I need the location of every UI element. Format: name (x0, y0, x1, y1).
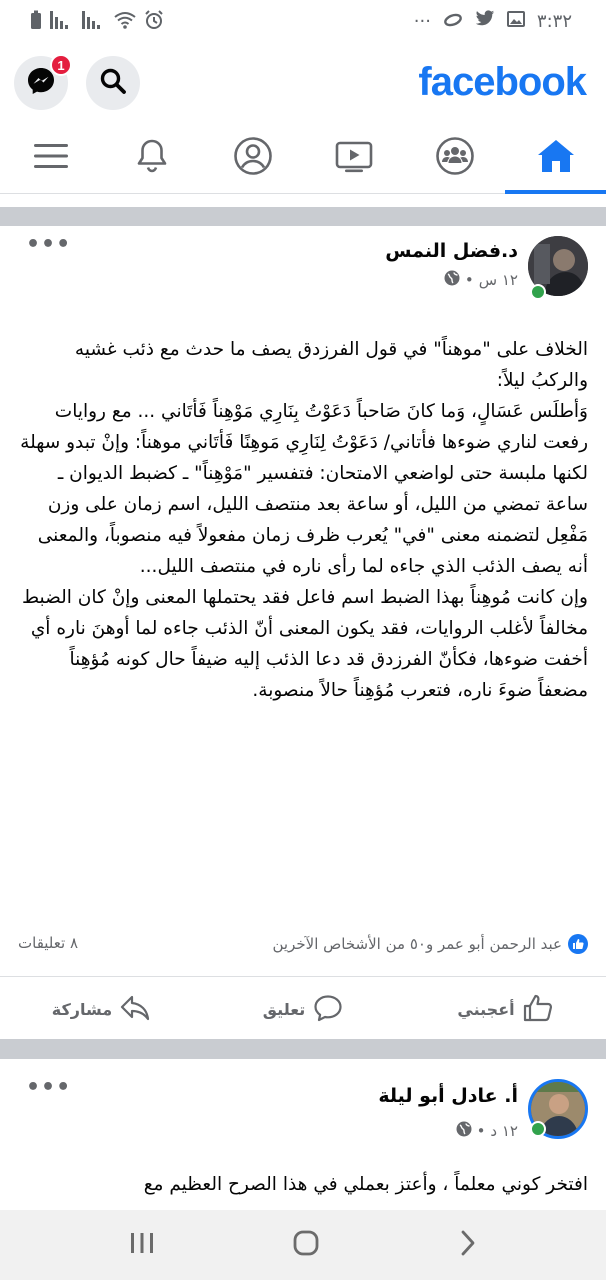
recent-apps-icon[interactable] (129, 1231, 155, 1259)
profile-icon (233, 136, 273, 180)
tab-profile[interactable] (202, 122, 303, 193)
bell-icon (135, 138, 169, 178)
thumbs-up-icon (523, 994, 553, 1026)
globe-icon (444, 270, 460, 290)
more-options-button[interactable]: ••• (26, 1075, 72, 1100)
more-options-button[interactable]: ••• (26, 232, 72, 257)
share-button[interactable] (0, 977, 202, 1042)
post-header (0, 226, 606, 306)
post-paragraph: رفعت لناري ضوءها فأتاني/ دَعَوْتُ لِنَارِي مَوهِنًا فَأتَاني موهناً: وإنْ تبدو سهلة لكنها ملبسة حتى لواضعي الامتحان: فتفسير "مَوْهِناً" ـ كضبط الديوان ـ ساعة تمضي من الليل، أو ساعة بعد منتصف الليل، اسم زمان على وزن مَفْعِل لتضمنه معنى "في" يُعرب ظرف زمان مفعولاً فيه منصوباً، والمعنى أنه يصف الذئب الذي جاءه لما رأى ناره في منتصف الليل... (20, 432, 588, 577)
feed-divider (0, 1039, 606, 1059)
signal-icon-2 (82, 11, 106, 33)
online-indicator (530, 1121, 546, 1137)
link-icon (443, 11, 463, 32)
main-nav (0, 122, 606, 194)
share-icon (120, 994, 150, 1026)
status-icons (30, 10, 164, 34)
reactions-summary[interactable] (273, 934, 588, 954)
post-paragraph: وإن كانت مُوهِناً بهذا الضبط اسم فاعل فقد يحتملها المعنى وإنْ كان الضبط مخالفاً لأغلب الروايات، فقد يكون المعنى أنّ الذئب جاءه لما أوهنَ ناره أي أخفت ضوءها، فكأنّ الفرزدق قد دعا الذئب إليه ضيفاً حال كونه مُؤهِناً مضعفاً ضوءَ ناره، فتعرب مُؤهِناً حالاً منصوبة. (21, 587, 588, 701)
like-label: أعجبني (457, 1000, 515, 1019)
reactions-text: عبد الرحمن أبو عمر و٥٠ من الأشخاص الآخرين (272, 935, 562, 953)
app-header (0, 44, 606, 122)
menu-icon (34, 142, 68, 174)
like-button[interactable] (404, 977, 606, 1042)
author-name[interactable]: أ. عادل أبو ليلة (378, 1085, 518, 1107)
comment-icon (313, 994, 343, 1026)
battery-icon (30, 10, 42, 34)
signal-icon-1 (50, 11, 74, 33)
alarm-icon (144, 10, 164, 34)
messenger-badge: 1 (50, 54, 72, 76)
post-paragraph: افتخر كوني معلماً ، وأعتز بعملي في هذا الصرح العظيم مع (143, 1174, 588, 1195)
home-icon (536, 138, 576, 178)
status-time: ٣:٣٢ (536, 10, 572, 32)
feed-divider (0, 207, 606, 226)
system-nav-bar (0, 1210, 606, 1280)
post-paragraph: الخلاف على "موهناً" في قول الفرزدق يصف ما حدث مع ذئب غشيه والركبُ ليلاً: (74, 339, 588, 391)
meta-separator: • (476, 1122, 486, 1140)
comment-label: تعليق (262, 1000, 306, 1019)
search-icon (99, 67, 127, 99)
comment-button[interactable] (202, 977, 404, 1042)
status-right (414, 10, 572, 32)
online-indicator (530, 284, 546, 300)
back-icon[interactable] (457, 1229, 477, 1261)
meta-separator: • (464, 271, 474, 289)
post-time[interactable]: ١٢ د (490, 1122, 518, 1140)
status-bar (0, 0, 606, 44)
post-header (0, 1059, 606, 1143)
globe-icon (456, 1121, 472, 1141)
post (0, 1059, 606, 1210)
post (0, 226, 606, 1039)
status-more-dots: ··· (413, 10, 431, 32)
tab-notifications[interactable] (101, 122, 202, 193)
author-name[interactable]: د.فضل النمس (385, 240, 518, 262)
groups-icon (435, 136, 475, 180)
comments-count[interactable]: ٨ تعليقات (18, 934, 79, 952)
tab-groups[interactable] (404, 122, 505, 193)
wifi-icon (114, 11, 136, 33)
post-body (0, 1169, 606, 1200)
post-body (0, 334, 606, 706)
search-button[interactable] (86, 56, 140, 110)
facebook-logo[interactable]: facebook (418, 60, 586, 104)
tab-watch[interactable] (303, 122, 404, 193)
twitter-icon (475, 10, 495, 32)
video-icon (335, 139, 373, 177)
post-time[interactable]: ١٢ س (478, 271, 518, 289)
share-label: مشاركة (51, 1000, 113, 1019)
like-reaction-icon (568, 934, 588, 954)
tab-menu[interactable] (0, 122, 101, 193)
post-actions (0, 976, 606, 1042)
post-meta (444, 270, 518, 290)
home-button-icon[interactable] (292, 1229, 320, 1261)
messenger-button[interactable] (14, 56, 68, 110)
image-icon (507, 11, 525, 32)
reactions-row (0, 924, 606, 970)
tab-home[interactable] (505, 122, 606, 193)
post-paragraph: وَأطلَس عَسَالٍ، وَما كانَ صَاحباً دَعَوْتُ بِنَارِي مَوْهِناً فَأتَاني ... مع روايات (54, 401, 588, 422)
post-meta (456, 1121, 518, 1141)
